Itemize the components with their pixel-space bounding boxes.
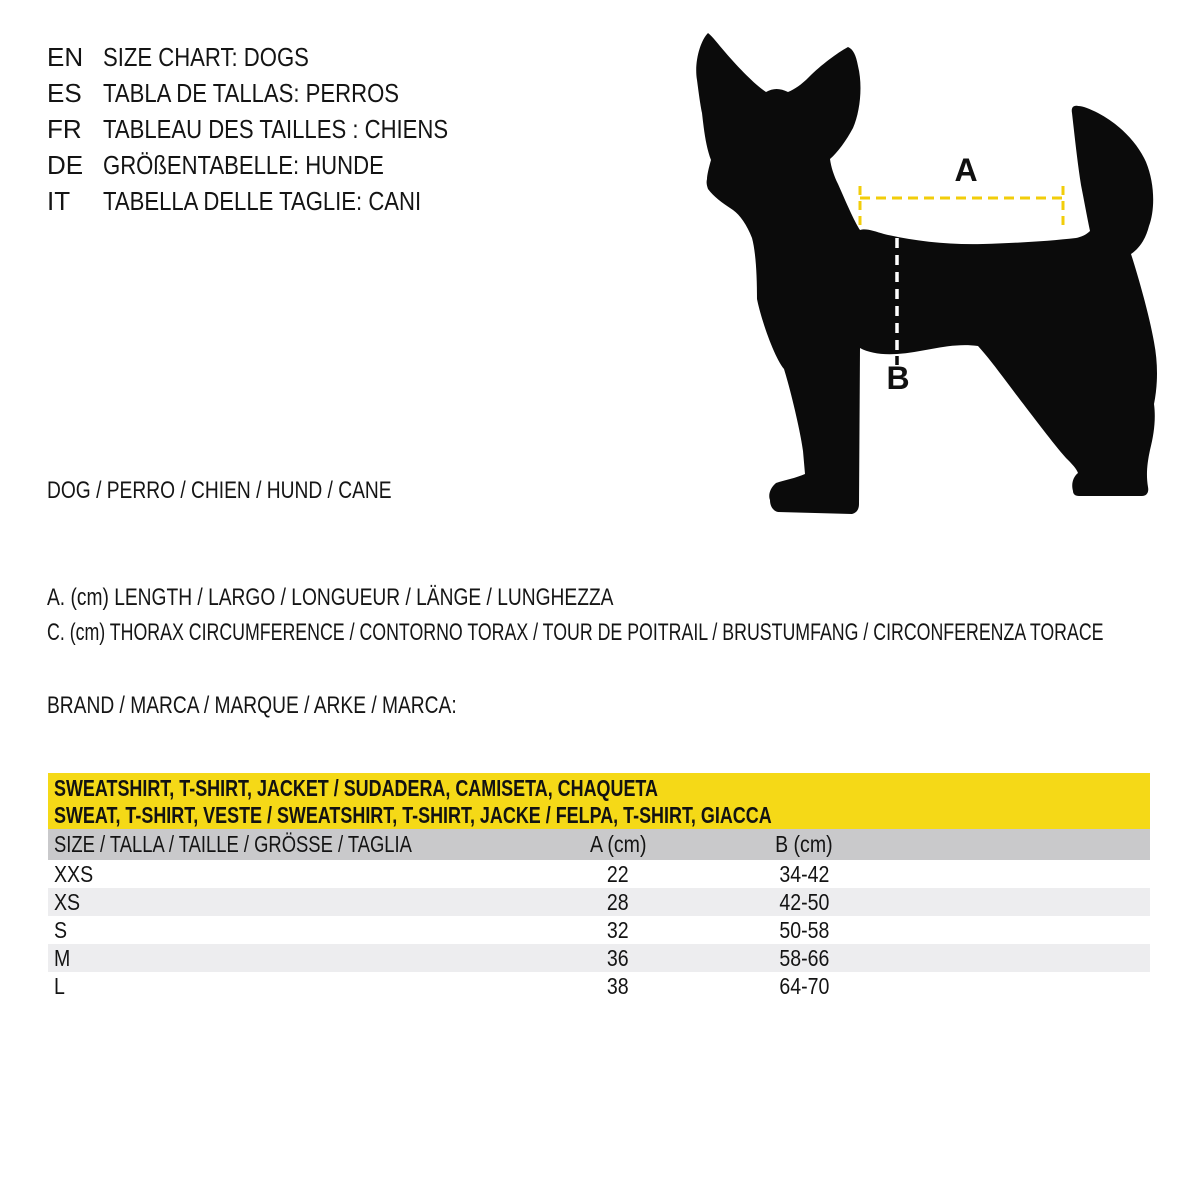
language-label: TABLA DE TALLAS: PERROS [103, 78, 400, 108]
language-list [47, 39, 509, 219]
banner-line-2: SWEAT, T-SHIRT, VESTE / SWEATSHIRT, T-SHIRT, JACKE / FELPA, T-SHIRT, GIACCA [54, 802, 772, 828]
dog-silhouette-svg [688, 25, 1188, 515]
garment-type-banner [48, 773, 1150, 829]
column-header-a: A (cm) [589, 831, 647, 857]
a-value: 32 [607, 916, 629, 943]
table-row-xs [48, 888, 1150, 916]
b-value: 42-50 [778, 888, 829, 915]
size-value: XS [54, 888, 81, 915]
language-code: ES [47, 78, 82, 108]
b-value: 64-70 [778, 972, 829, 999]
measurement-definition-c: C. (cm) THORAX CIRCUMFERENCE / CONTORNO TORAX / TOUR DE POITRAIL / BRUSTUMFANG / CIRCONFERENZA TORACE [47, 619, 1104, 646]
language-row-it [47, 183, 509, 219]
language-label: TABELLA DELLE TAGLIE: CANI [103, 186, 422, 216]
table-row-m [48, 944, 1150, 972]
language-code: DE [47, 150, 84, 180]
animal-caption: DOG / PERRO / CHIEN / HUND / CANE [47, 477, 392, 504]
size-value: S [54, 916, 68, 943]
banner-line-1: SWEATSHIRT, T-SHIRT, JACKET / SUDADERA, CAMISETA, CHAQUETA [54, 775, 659, 801]
a-value: 38 [607, 972, 629, 999]
a-value: 22 [607, 860, 629, 887]
column-header-b: B (cm) [775, 831, 833, 857]
language-label: GRÖßENTABELLE: HUNDE [103, 150, 384, 180]
language-code: EN [47, 42, 84, 72]
b-value: 58-66 [778, 944, 829, 971]
language-row-en [47, 39, 509, 75]
b-value: 34-42 [778, 860, 829, 887]
b-value: 50-58 [778, 916, 829, 943]
table-row-xxs [48, 860, 1150, 888]
language-row-fr [47, 111, 509, 147]
a-value: 28 [607, 888, 629, 915]
size-value: M [54, 944, 71, 971]
measurement-definition-a: A. (cm) LENGTH / LARGO / LONGUEUR / LÄNGE / LUNGHEZZA [47, 584, 614, 611]
measure-label-b: B [886, 360, 910, 396]
column-header-size: SIZE / TALLA / TAILLE / GRÖSSE / TAGLIA [54, 831, 412, 857]
language-code: FR [47, 114, 82, 144]
size-value: XXS [54, 860, 94, 887]
table-row-s [48, 916, 1150, 944]
size-table-header [48, 829, 1150, 860]
dog-silhouette [696, 33, 1157, 514]
a-value: 36 [607, 944, 629, 971]
size-value: L [54, 972, 65, 999]
language-row-de [47, 147, 509, 183]
language-row-es [47, 75, 509, 111]
measure-label-a: A [954, 152, 978, 188]
language-label: TABLEAU DES TAILLES : CHIENS [103, 114, 449, 144]
table-row-l [48, 972, 1150, 1000]
brand-label: BRAND / MARCA / MARQUE / ARKE / MARCA: [47, 692, 457, 719]
dog-measurement-diagram [688, 25, 1188, 515]
language-label: SIZE CHART: DOGS [103, 42, 309, 72]
language-code: IT [47, 186, 71, 216]
